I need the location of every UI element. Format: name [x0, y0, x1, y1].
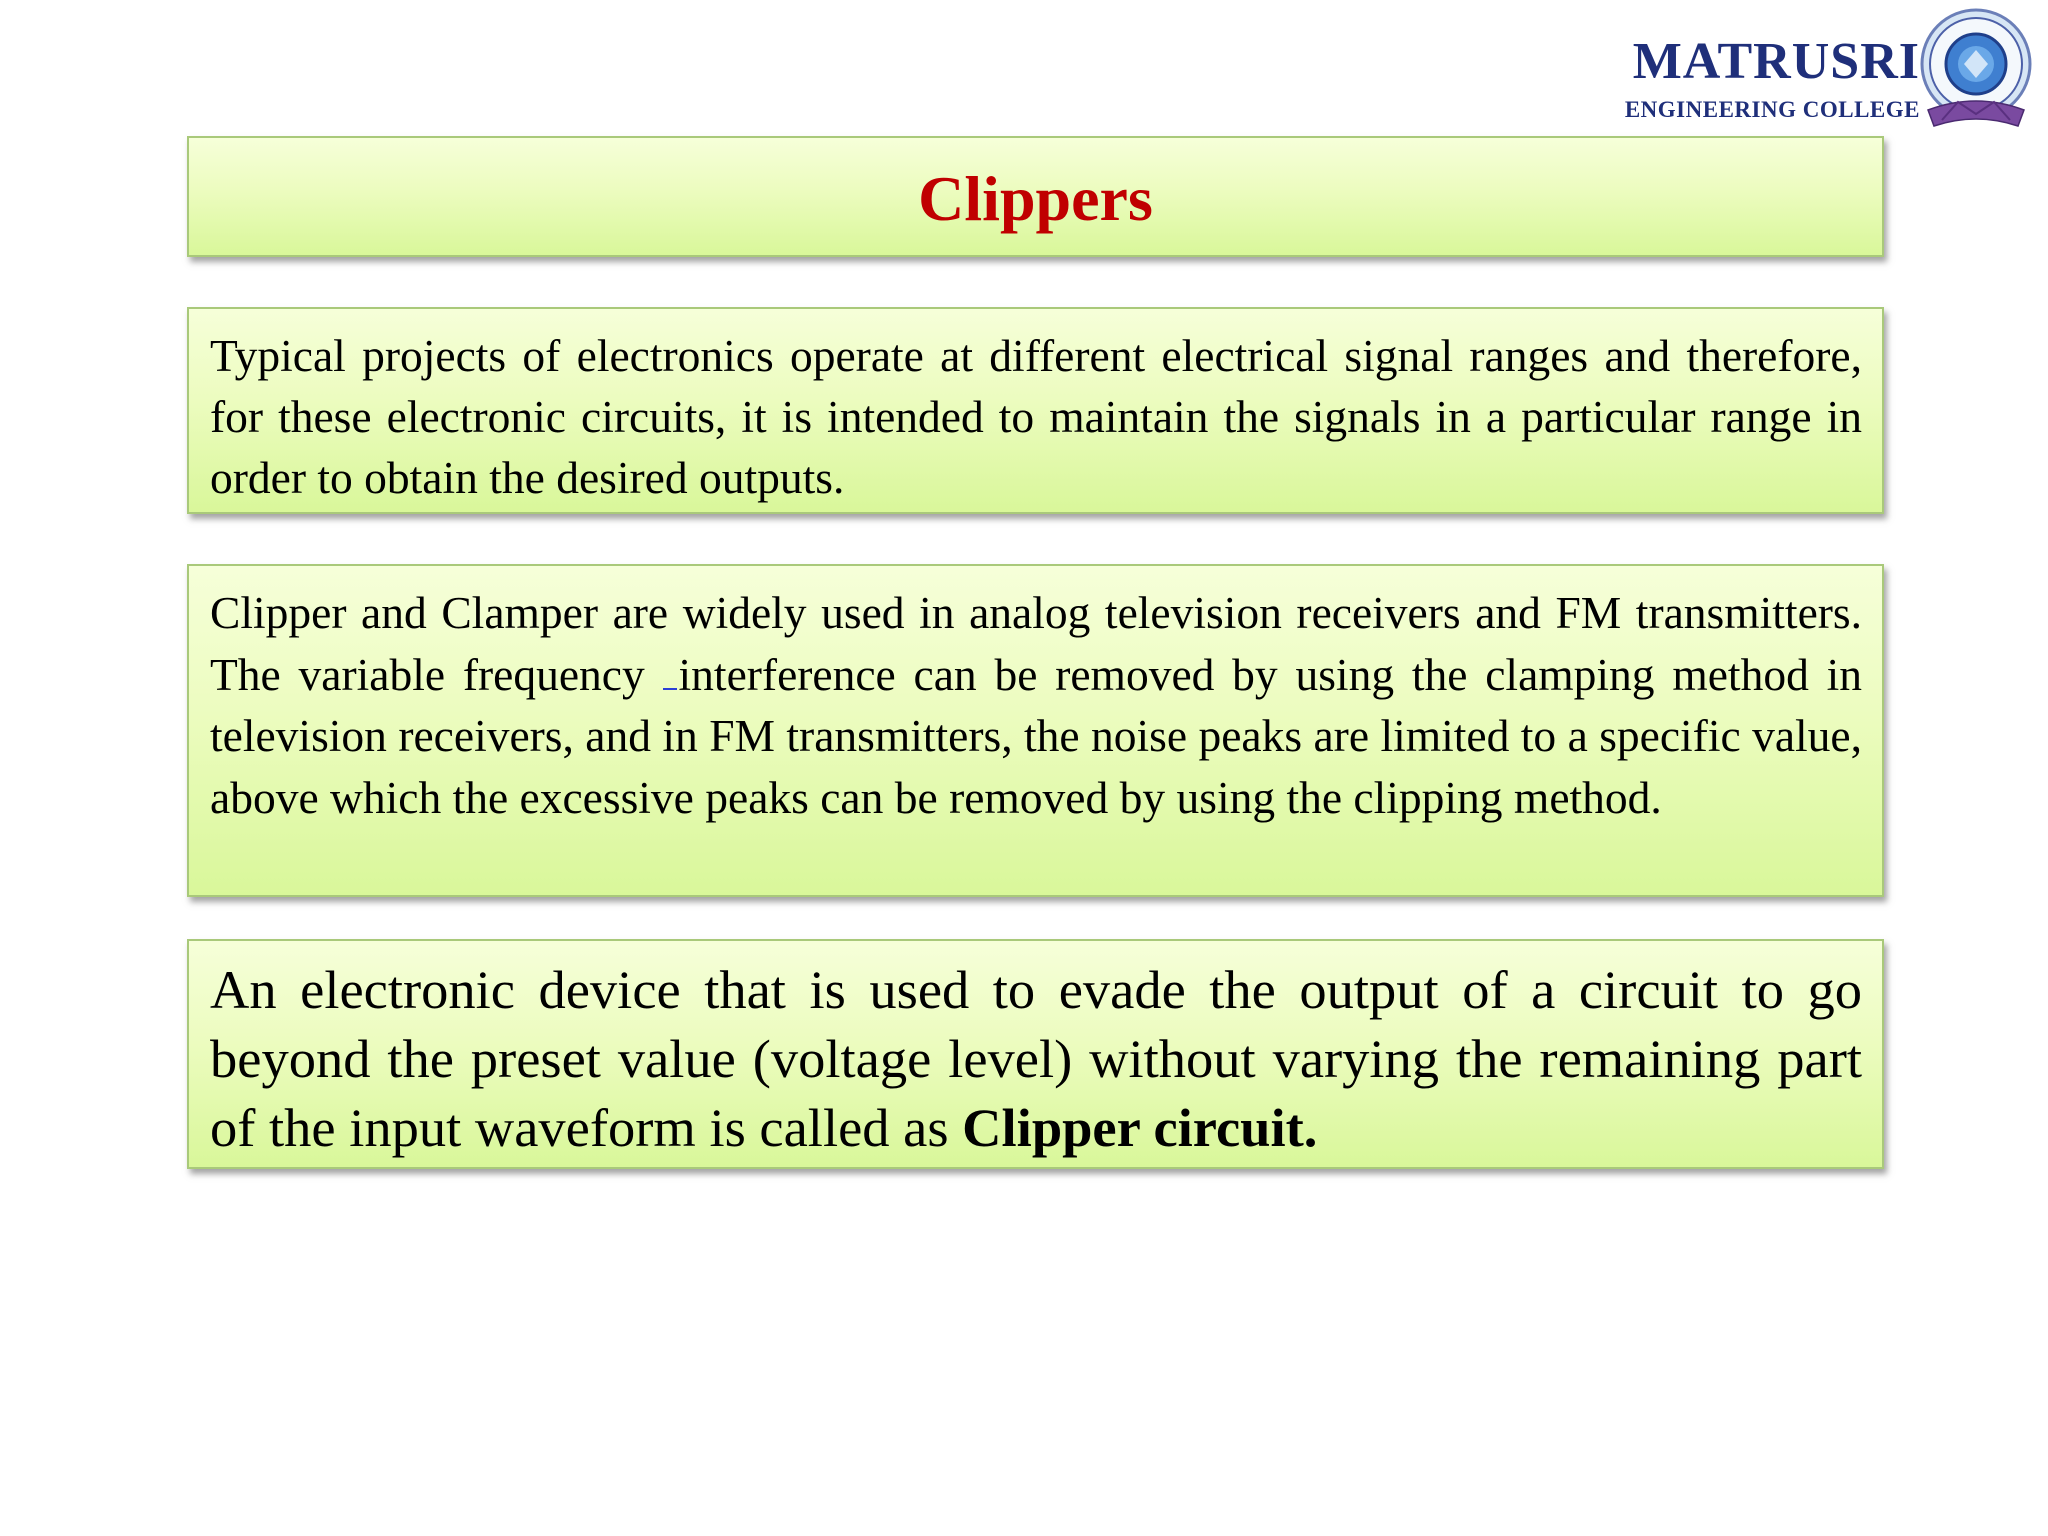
paragraph-box-definition: [187, 939, 1884, 1169]
paragraph-box-intro: [187, 307, 1884, 514]
college-name: MATRUSRI: [1632, 33, 1920, 90]
paragraph-applications: [210, 566, 1862, 828]
slide-title: Clippers: [918, 162, 1153, 234]
definition-text: An electronic device that is used to evade the output of a circuit to go beyond the preset value (voltage level) without varying the remaining part of the input waveform is called as: [210, 959, 1862, 1158]
college-seal-icon: [1918, 2, 2046, 144]
college-logo-text: [1590, 30, 1920, 124]
paragraph-applications-part2: interference can be removed by using the clamping method in television receivers, and in FM transmitters, the noise peaks are limited to a specific value, above which the excessive peaks can be removed by using the clipping method.: [210, 648, 1862, 823]
title-banner: [187, 136, 1884, 257]
definition-term: Clipper circuit.: [962, 1097, 1318, 1158]
paragraph-applications-part1: Clipper and Clamper are widely used in analog television receivers and FM transmitters. The variable frequency: [210, 587, 1862, 700]
paragraph-box-applications: [187, 564, 1884, 897]
paragraph-definition: [210, 941, 1862, 1162]
hyperlink-underline[interactable]: [663, 652, 677, 690]
college-subtitle: ENGINEERING COLLEGE: [1624, 97, 1920, 122]
paragraph-intro: Typical projects of electronics operate at different electrical signal ranges and therefore, for these electronic circuits, it is intended to maintain the signals in a particular range in order to obtain the desired outputs.: [210, 330, 1862, 503]
